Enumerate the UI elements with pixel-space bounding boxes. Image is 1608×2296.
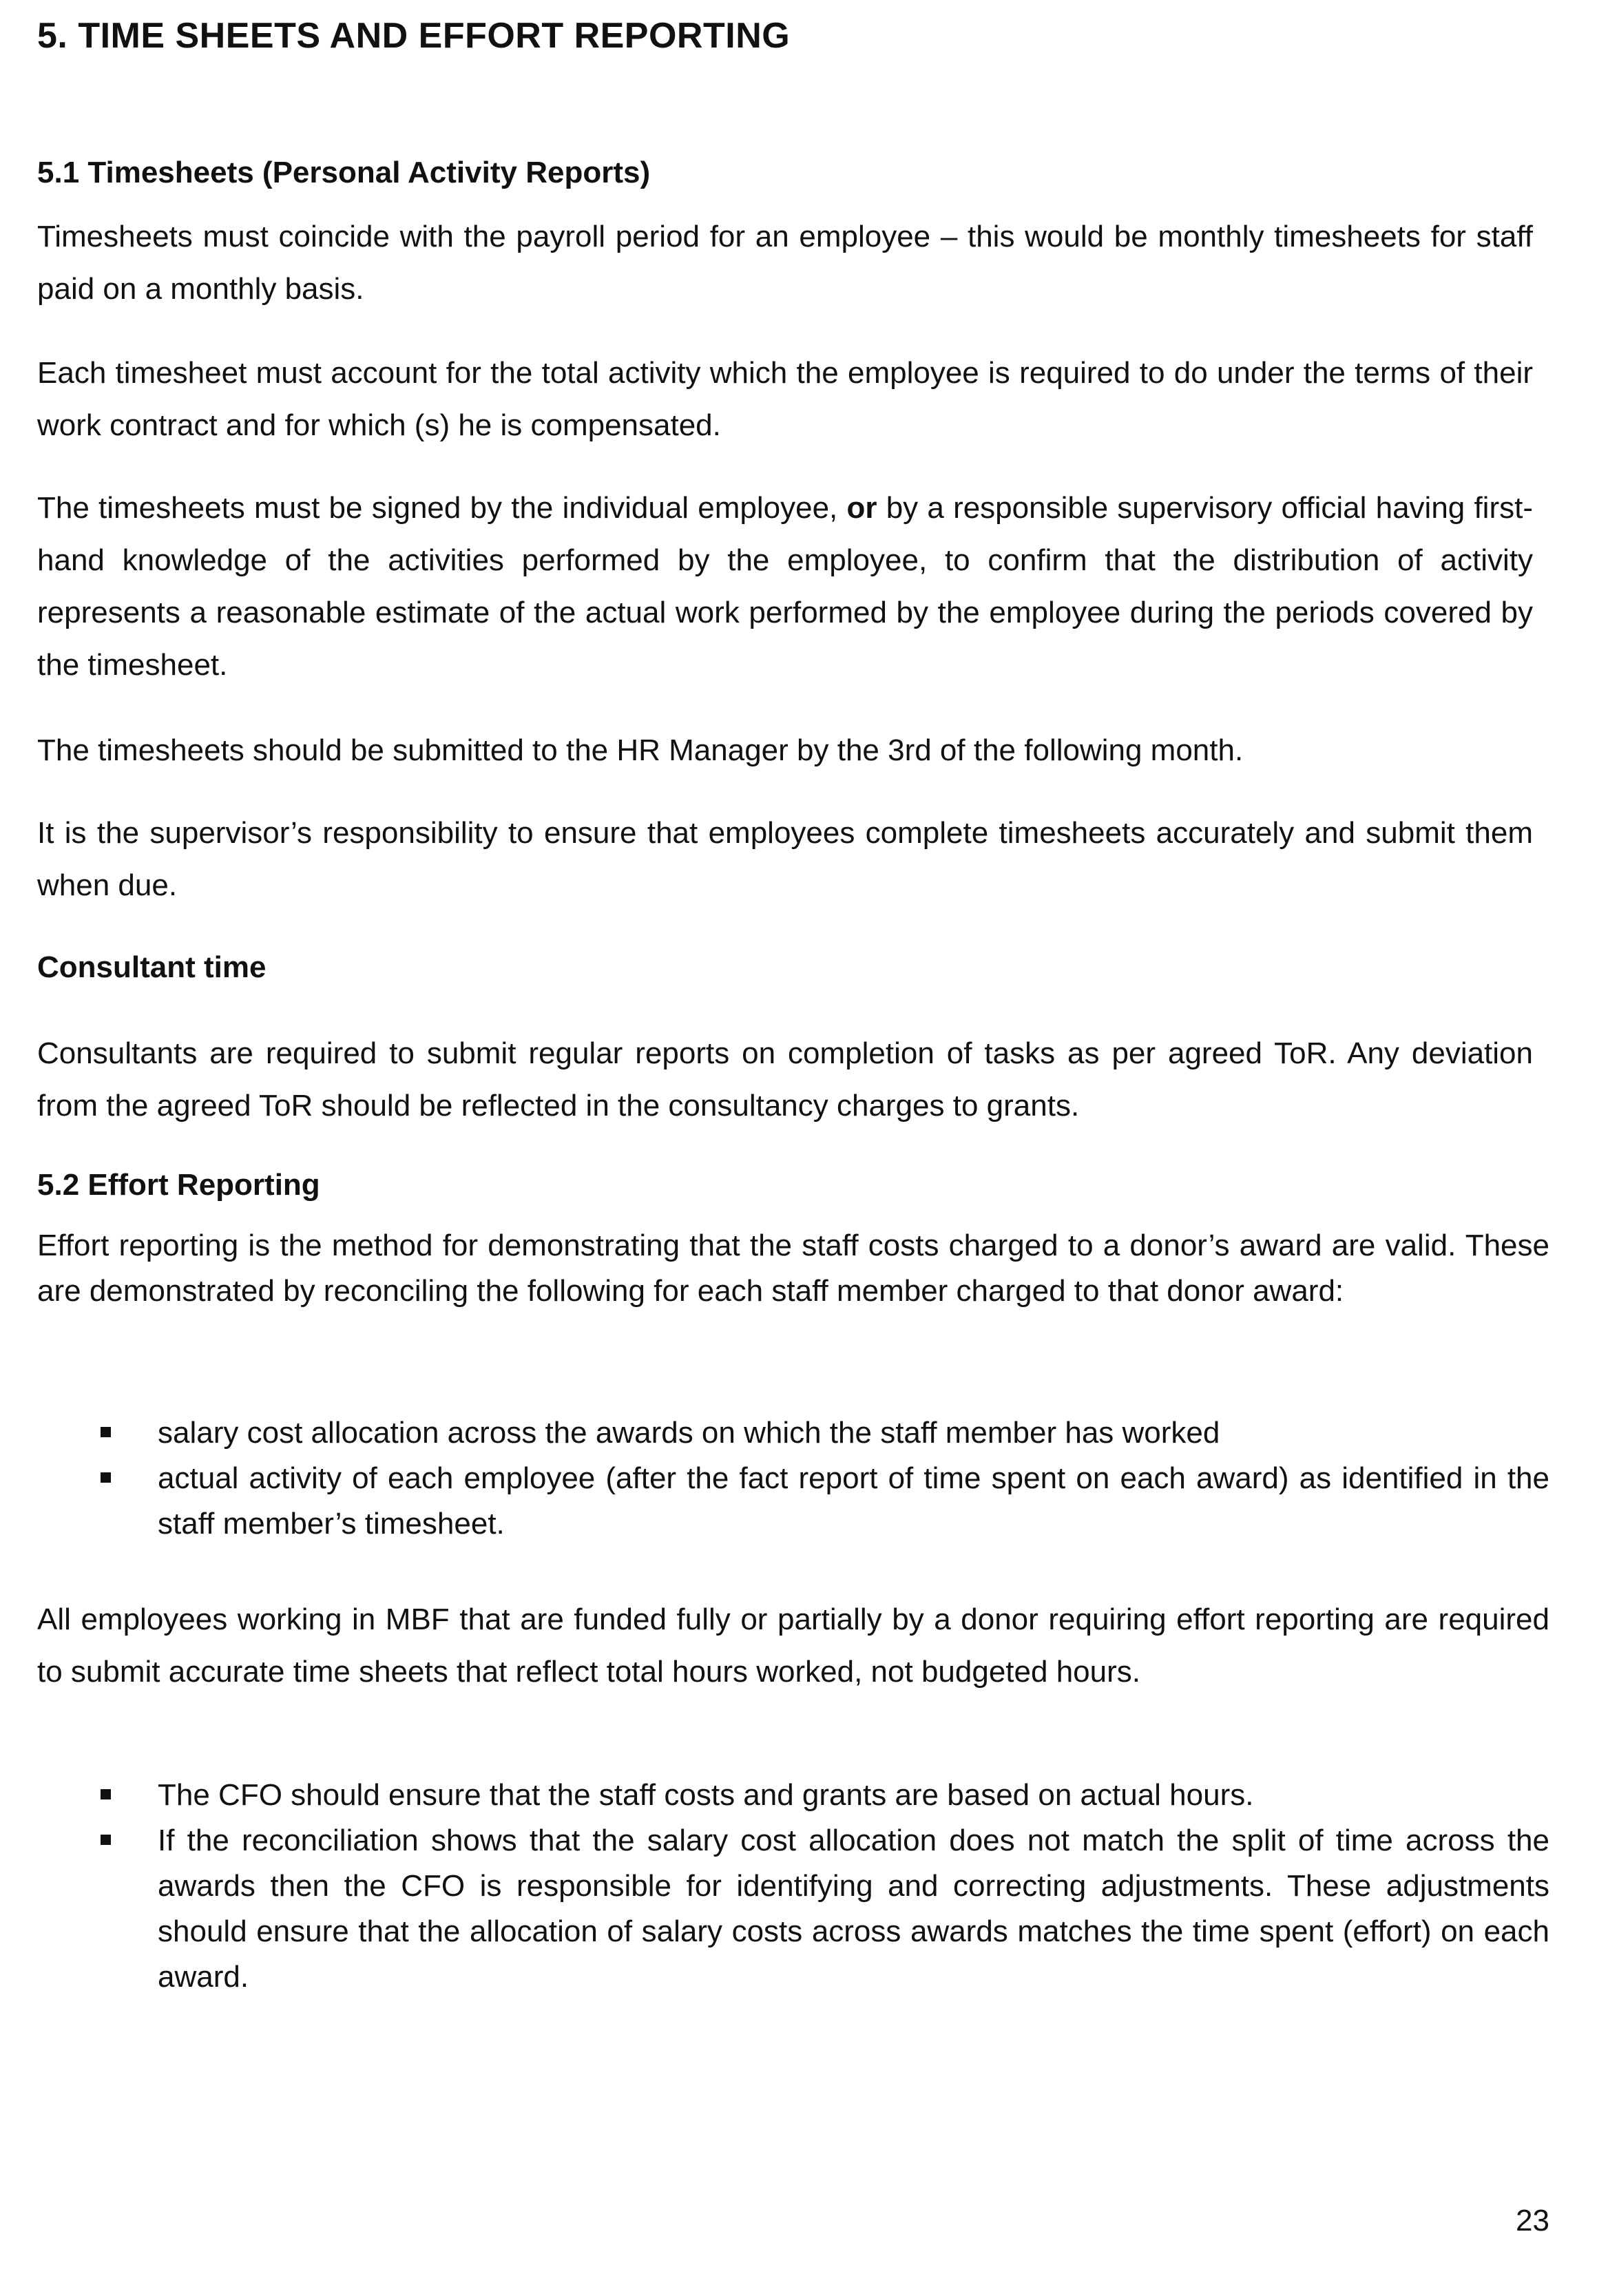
timesheets-paragraph-3	[37, 482, 1533, 691]
consultant-paragraph: Consultants are required to submit regular reports on completion of tasks as per agreed ToR. Any deviation from the agreed ToR should be reflected in the consultancy charges to grants.	[37, 1036, 1533, 1123]
subsection-heading-effort: 5.2 Effort Reporting	[37, 1168, 320, 1202]
timesheets-paragraph-4: The timesheets should be submitted to the HR Manager by the 3rd of the following month.	[37, 733, 1244, 767]
square-bullet-icon	[101, 1427, 111, 1437]
consultant-time-heading: Consultant time	[37, 950, 267, 984]
list-item	[37, 1410, 1549, 1456]
effort-paragraph-1: Effort reporting is the method for demonstrating that the staff costs charged to a donor’s award are valid. These are demonstrated by reconciling the following for each staff member charged to that donor award:	[37, 1229, 1549, 1308]
square-bullet-icon	[101, 1835, 111, 1845]
list-item-text: actual activity of each employee (after the fact report of time spent on each award) as identified in the staff member’s timesheet.	[158, 1461, 1549, 1541]
timesheets-paragraph-2: Each timesheet must account for the total activity which the employee is required to do under the terms of their work contract and for which (s) he is compensated.	[37, 356, 1533, 442]
page-number: 23	[1516, 2204, 1549, 2237]
list-item	[37, 1773, 1549, 1818]
square-bullet-icon	[101, 1789, 111, 1799]
emphasis-or: or	[846, 491, 877, 525]
document-page	[37, 0, 1549, 2296]
timesheets-paragraph-3-end: by a responsible supervisory official having first-hand knowledge of the activities performed by the employee, to confirm that the distribution of activity represents a reasonable estimate of the actual work performed by the employee during the periods covered by the timesheet.	[37, 491, 1533, 682]
list-item	[37, 1818, 1549, 2000]
timesheets-paragraph-1: Timesheets must coincide with the payroll period for an employee – this would be monthly timesheets for staff paid on a monthly basis.	[37, 220, 1533, 306]
bullet-list-reconciliation	[37, 1410, 1549, 1547]
timesheets-paragraph-5: It is the supervisor’s responsibility to ensure that employees complete timesheets accurately and submit them when due.	[37, 816, 1533, 902]
bullet-list-cfo	[37, 1773, 1549, 2000]
section-title: 5. TIME SHEETS AND EFFORT REPORTING	[37, 16, 791, 56]
list-item-text: salary cost allocation across the awards on which the staff member has worked	[158, 1416, 1220, 1450]
list-item	[37, 1456, 1549, 1547]
square-bullet-icon	[101, 1472, 111, 1483]
list-item-text: If the reconciliation shows that the salary cost allocation does not match the split of time across the awards then the CFO is responsible for identifying and correcting adjustments. These adjustments should ensure that the allocation of salary costs across awards matches the time spent (effort) on each award.	[158, 1824, 1549, 1994]
effort-paragraph-2: All employees working in MBF that are funded fully or partially by a donor requiring effort reporting are required to submit accurate time sheets that reflect total hours worked, not budgeted hours.	[37, 1603, 1549, 1689]
list-item-text: The CFO should ensure that the staff costs and grants are based on actual hours.	[158, 1778, 1254, 1812]
timesheets-paragraph-3-start: The timesheets must be signed by the individual employee,	[37, 491, 847, 525]
subsection-heading-timesheets: 5.1 Timesheets (Personal Activity Reports)	[37, 156, 651, 189]
